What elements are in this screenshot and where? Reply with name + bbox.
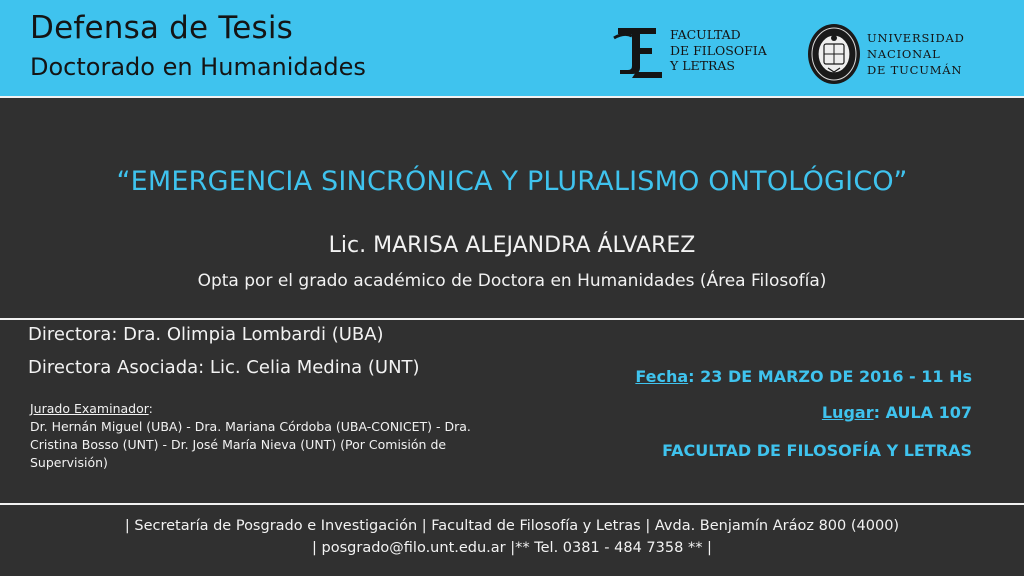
poster-subtitle: Doctorado en Humanidades: [30, 53, 366, 81]
poster-title: Defensa de Tesis: [30, 10, 294, 46]
thesis-title: “EMERGENCIA SINCRÓNICA Y PLURALISMO ONTOLÓGICO”: [116, 166, 908, 197]
place-label: Lugar: [821, 403, 874, 422]
jury-heading: Jurado Examinador: [30, 401, 149, 416]
degree-line: Opta por el grado académico de Doctora en Humanidades (Área Filosofía): [197, 271, 827, 291]
jury-block: Jurado Examinador: Dr. Hernán Miguel (UBA) - Dra. Mariana Córdoba (UBA-CONICET) - Dra. Cristina Bosso (UNT) - Dr. José María Nieva (UNT) (Por Comisión de Supervisión): [30, 400, 490, 472]
date-label: Fecha: [635, 367, 689, 386]
event-date: [635, 366, 972, 388]
footer-contact: [0, 515, 1024, 559]
divider-bottom: [0, 503, 1024, 505]
director: Directora: Dra. Olimpia Lombardi (UBA): [28, 324, 384, 345]
university-seal-icon: [806, 22, 862, 86]
university-logo-text: UNIVERSIDAD NACIONAL DE TUCUMÁN: [867, 31, 965, 77]
associate-director: Directora Asociada: Lic. Celia Medina (UNT): [28, 357, 420, 378]
event-venue: FACULTAD DE FILOSOFÍA Y LETRAS: [662, 441, 972, 460]
footer-address: | Secretaría de Posgrado e Investigación | Facultad de Filosofía y Letras | Avda. Benjamín Aráoz 800 (4000): [124, 518, 900, 534]
fl-monogram-icon: [612, 24, 666, 80]
date-value: : 23 DE MARZO DE 2016 - 11 Hs: [688, 367, 972, 386]
divider-top: [0, 96, 1024, 98]
event-place: [822, 402, 972, 424]
jury-members: Dr. Hernán Miguel (UBA) - Dra. Mariana Córdoba (UBA-CONICET) - Dra. Cristina Bosso (UNT) - Dr. José María Nieva (UNT) (Por Comisión de Supervisión): [30, 419, 471, 470]
faculty-logo-text: FACULTAD DE FILOSOFIA Y LETRAS: [670, 27, 767, 73]
header-band: [0, 0, 1024, 96]
place-value: : AULA 107: [873, 403, 972, 422]
footer-email-phone: | posgrado@filo.unt.edu.ar |** Tel. 0381 - 484 7358 ** |: [312, 540, 712, 556]
candidate-name: Lic. MARISA ALEJANDRA ÁLVAREZ: [328, 233, 696, 258]
divider-middle: [0, 318, 1024, 320]
